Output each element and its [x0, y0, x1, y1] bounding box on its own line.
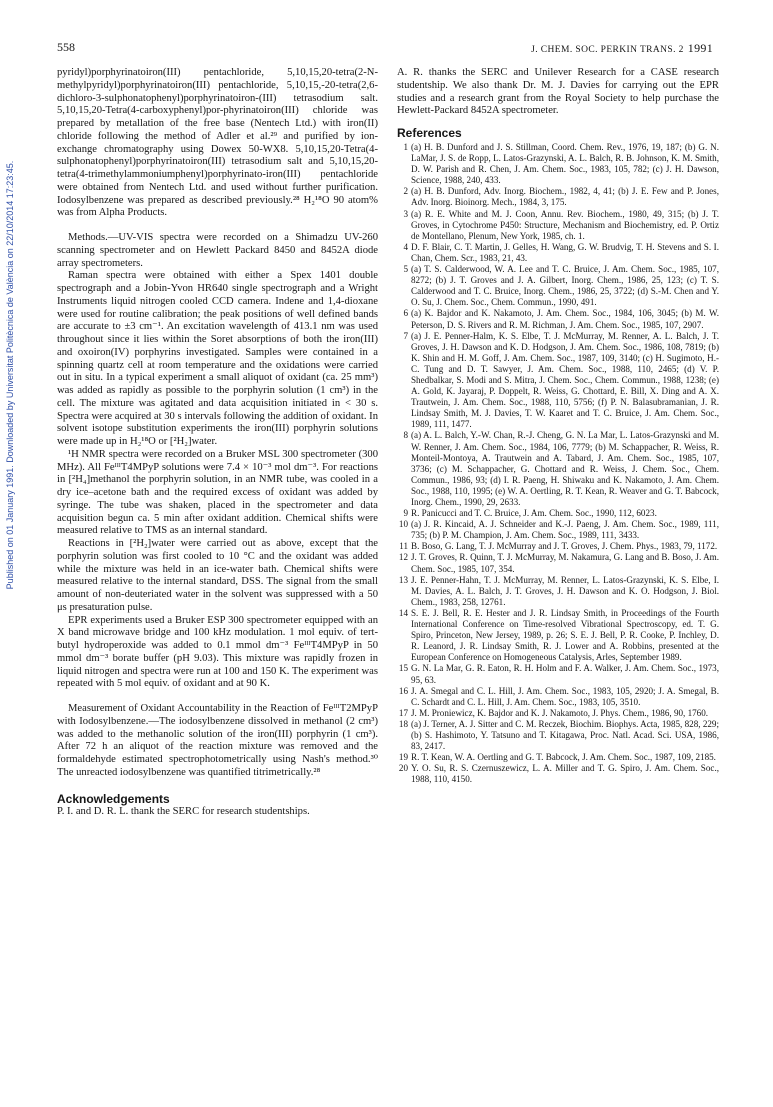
reference-number: 6	[403, 308, 408, 319]
reference-number: 3	[403, 208, 408, 219]
reference-number: 17	[398, 707, 408, 718]
reference-text: G. N. La Mar, G. R. Eaton, R. H. Holm and F. A. Walker, J. Am. Chem. Soc., 1973, 95, 63.	[411, 663, 719, 685]
reference-text: J. E. Penner-Hahn, T. J. McMurray, M. Renner, L. Latos-Grazynski, K. S. Elbe, I. M. Davies, A. L. Balch, J. T. Groves, J. H. Dawson and K. O. Hodgson, J. Biol. Chem., 1983, 258, 12761.	[411, 574, 719, 607]
reference-text: (a) H. B. Dunford, Adv. Inorg. Biochem., 1982, 4, 41; (b) J. E. Few and P. Jones, Adv. Inorg. Bioinorg. Mech., 1984, 3, 175.	[411, 186, 719, 208]
page-number: 558	[57, 40, 75, 54]
journal-name: J. CHEM. SOC. PERKIN TRANS. 2	[531, 45, 684, 55]
reference-number: 20	[398, 763, 408, 774]
reference-item	[397, 663, 719, 685]
journal-running-head	[531, 41, 713, 56]
page-header	[0, 40, 773, 56]
raman-paragraph: Raman spectra were obtained with either a Spex 1401 double spectrograph and a Jobin-Yvon HR640 single spectrograph and a Wright Instruments liquid nitrogen cooled CCD camera. Indene and 1,4-dioxane were used for routine calibration; the peak positions of well defined bands are accurate to ±3 cm⁻¹. An excitation wavelength of 413.1 nm was used throughout since it lies within the Soret absorptions of both the iron(III) and oxoiron(IV) porphyrins investigated. Samples were contained in a spinning quartz cell at room temperature and the oxidations were carried out in situ. In a typical experiment a small aliquot of oxidant (ca. 25 mm³) was added as rapidly as possible to the porphyrin solution (1 cm³) in the cell. The mixture was agitated and data acquisition initiated in < 30 s. Spectra were acquired at 30 s intervals following the addition of oxidant. In solvent isotope substitution experiments the iron(III) porphyrin solutions were made up in H₂¹⁸O or [²H₂]water.	[57, 270, 378, 447]
reference-number: 11	[399, 541, 408, 552]
reference-item	[397, 331, 719, 431]
reference-number: 1	[403, 142, 408, 152]
reference-number: 10	[398, 519, 408, 530]
reference-item	[397, 708, 719, 719]
reference-item	[397, 142, 719, 186]
methods-paragraph: Methods.—UV-VIS spectra were recorded on a Shimadzu UV-260 scanning spectrometer and on Hewlett Packard 8450 and 8452A diode array spectrometers.	[57, 232, 378, 269]
acknowledgements-continued: A. R. thanks the SERC and Unilever Research for a CASE research studentship. We also thank Dr. M. J. Davies for carrying out the EPR studies and a research grant from the Royal Society to help purchase the Hewlett-Packard 8452A spectrometer.	[397, 67, 719, 117]
reference-text: J. A. Smegal and C. L. Hill, J. Am. Chem. Soc., 1983, 105, 2920; J. A. Smegal, B. C. Schardt and C. L. Hill, J. Am. Chem. Soc., 1983, 105, 3510.	[411, 685, 719, 707]
reference-item	[397, 575, 719, 608]
reference-text: J. T. Groves, R. Quinn, T. J. McMurray, M. Nakamura, G. Lang and B. Boso, J. Am. Chem. Soc., 1985, 107, 354.	[411, 552, 719, 574]
reference-item	[397, 430, 719, 508]
reference-item	[397, 541, 719, 552]
reference-item	[397, 752, 719, 763]
reference-item	[397, 608, 719, 663]
reference-text: (a) R. E. White and M. J. Coon, Annu. Rev. Biochem., 1980, 49, 315; (b) J. T. Groves, in Cytochrome P450: Structure, Mechanism and Biochemistry, ed. P. Ortiz de Montellano, Plenum, New York, 1985, ch. 1.	[411, 208, 719, 241]
reference-text: B. Boso, G. Lang, T. J. McMurray and J. T. Groves, J. Chem. Phys., 1983, 79, 1172.	[411, 541, 718, 552]
reference-text: S. E. J. Bell, R. E. Hester and J. R. Lindsay Smith, in Proceedings of the Fourth International Conference on Time-resolved Vibrational Spectroscopy, ed. T. G. Spiro, Princeton, New Jersey, 1989, p. 26; S. E. J. Bell, P. R. Cooke, P. Inchley, D. R. Leanord, J. R. Lindsay Smith, R. J. Lower and A. Robbins, presented at the European Conference on Homogeneous Catalysis, Arles, September 1989.	[411, 607, 719, 663]
reference-item	[397, 186, 719, 208]
nmr-paragraph: ¹H NMR spectra were recorded on a Bruker MSL 300 spectrometer (300 MHz). All FeᴵᴵᴵT4MPyP solutions were 7.4 × 10⁻³ mol dm⁻³. For reactions in [²H₄]methanol the porphyrin solution, in an NMR tube, was cooled in a dry ice–acetone bath and the required excess of oxidant was added by syringe. The tube was shaken, placed in the spectrometer and data acquisition begun ca. 5 min after oxidant addition. Chemical shifts were measured relative to TMS as an internal standard.	[57, 448, 378, 537]
reference-item	[397, 719, 719, 752]
reference-item	[397, 508, 719, 519]
reference-number: 9	[403, 508, 408, 519]
reference-number: 13	[398, 574, 408, 585]
reference-text: R. Panicucci and T. C. Bruice, J. Am. Chem. Soc., 1990, 112, 6023.	[411, 508, 657, 519]
reference-item	[397, 763, 719, 785]
reference-text: (a) K. Bajdor and K. Nakamoto, J. Am. Chem. Soc., 1984, 106, 3045; (b) M. W. Peterson, D. S. Rivers and R. M. Richman, J. Am. Chem. Soc., 1985, 107, 2907.	[411, 308, 719, 330]
reference-text: J. M. Proniewicz, K. Bajdor and K. J. Nakamoto, J. Phys. Chem., 1986, 90, 1760.	[411, 707, 709, 718]
reference-text: R. T. Kean, W. A. Oertling and G. T. Babcock, J. Am. Chem. Soc., 1987, 109, 2185.	[411, 752, 716, 763]
reference-item	[397, 686, 719, 708]
download-watermark	[0, 55, 20, 695]
left-column	[57, 67, 378, 818]
acknowledgements-text: P. I. and D. R. L. thank the SERC for research studentships.	[57, 805, 310, 817]
reference-number: 12	[398, 552, 408, 563]
reference-number: 5	[403, 264, 408, 275]
epr-paragraph: EPR experiments used a Bruker ESP 300 spectrometer equipped with an X band microwave bridge and 100 kHz modulation. 1 mol equiv. of tert-butyl hydroperoxide was added to 0.1 mmol dm⁻³ FeᴵᴵᴵT4MPyP in 50 mmol dm⁻³ borate buffer (pH 9.03). This mixture was rapidly frozen in liquid nitrogen and spectra were run at 100 and 150 K. The experiment was repeated with 5 mol equiv. of oxidant and at 90 K.	[57, 614, 378, 690]
reference-list	[397, 142, 719, 785]
reference-item	[397, 209, 719, 242]
acknowledgements-heading: Acknowledgements	[57, 791, 170, 806]
reference-text: (a) A. L. Balch, Y.-W. Chan, R.-J. Cheng, G. N. La Mar, L. Latos-Grazynski and M. W. Renner, J. Am. Chem. Soc., 1984, 106, 7779; (b) M. Schappacher, R. Weiss, R. Monteil-Montoya, A. Trautwein and A. Tabard, J. Am. Chem. Soc., 1985, 107, 3736; (c) M. Schappacher, G. Chottard and R. Weiss, J. Chem. Soc., Chem. Commun., 1986, 93; (d) I. R. Paeng, H. Shiwaku and K. Nakamoto, J. Am. Chem. Soc., 1988, 110, 1995; (e) W. A. Oertling, R. T. Kean, R. Weaver and G. T. Babcock, Inorg. Chem., 1990, 29, 2633.	[411, 430, 719, 507]
reference-item	[397, 519, 719, 541]
reference-number: 7	[403, 330, 408, 341]
reference-text: (a) T. S. Calderwood, W. A. Lee and T. C. Bruice, J. Am. Chem. Soc., 1985, 107, 8272; (b) J. T. Groves and J. A. Gilbert, Inorg. Chem., 1986, 25, 123; (c) T. S. Calderwood and T. C. Bruice, Inorg. Chem., 1986, 25, 3722; (d) S.-M. Chen and Y. O. Su, J. Chem. Soc., Chem. Commun., 1990, 491.	[411, 264, 719, 308]
journal-year: 1991	[687, 41, 713, 55]
reference-number: 4	[403, 241, 408, 252]
deuterium-water-paragraph: Reactions in [²H₂]water were carried out as above, except that the porphyrin solution was first cooled to 10 °C and the oxidant was added while the mixture was held in an ice-water bath. Chemical shifts were measured relative to the internal standard, DSS. The signal from the small amount of non-deuteriated water in the solvent was suppressed with a 50 μs presaturation pulse.	[57, 538, 378, 613]
reference-text: (a) J. R. Kincaid, A. J. Schneider and K.-J. Paeng, J. Am. Chem. Soc., 1989, 111, 735; (b) P. M. Champion, J. Am. Chem. Soc., 1989, 111, 3433.	[411, 519, 719, 541]
reference-number: 16	[398, 685, 408, 696]
oxidant-accountability-paragraph: Measurement of Oxidant Accountability in the Reaction of FeᴵᴵᴵT2MPyP with Iodosylbenzene.—The iodosylbenzene dissolved in methanol (2 cm³) was added to the methanolic solution of the iron(III) porphyrin (1 cm³). After 72 h an aliquot of the reaction mixture was removed and the formaldehyde estimated spectrophotometrically using Nash's method.³⁰ The unreacted iodosylbenzene was quantified titrimetrically.²⁸	[57, 703, 378, 778]
reference-text: D. F. Blair, C. T. Martin, J. Gelles, H. Wang, G. W. Brudvig, T. H. Stevens and S. I. Chan, Chem. Scr., 1983, 21, 43.	[411, 241, 719, 263]
reference-text: (a) H. B. Dunford and J. S. Stillman, Coord. Chem. Rev., 1976, 19, 187; (b) G. N. LaMar, J. S. de Ropp, L. Latos-Grazynski, A. L. Balch, R. B. Johnson, K. M. Smith, D. W. Parish and R. Chen, J. Am. Chem. Soc., 1983, 105, 782; (c) J. H. Dawson, Science, 1988, 240, 433.	[411, 142, 719, 186]
reference-item	[397, 264, 719, 308]
references-heading: References	[397, 126, 462, 140]
reference-text: (a) J. Terner, A. J. Sitter and C. M. Reczek, Biochim. Biophys. Acta, 1985, 828, 229; (b) S. Hashimoto, Y. Tatsuno and T. Kitagawa, Proc. Natl. Acad. Sci. USA, 1986, 83, 2417.	[411, 718, 719, 752]
download-notice-link[interactable]: Published on 01 January 1991. Downloaded by Universitat Politècnica de València on 22/10/2014 17:23:45.	[5, 160, 15, 590]
reference-item	[397, 242, 719, 264]
reference-item	[397, 308, 719, 330]
right-column	[397, 67, 719, 785]
reference-text: (a) J. E. Penner-Halm, K. S. Elbe, T. J. McMurray, M. Renner, A. L. Balch, J. T. Groves, J. H. Dawson and K. D. Hodgson, J. Am. Chem. Soc., 1986, 108, 7819; (b) K. Shin and H. M. Goff, J. Am. Chem. Soc., 1987, 109, 3140; (c) H. Sugimoto, H.-C. Tung and D. T. Sawyer, J. Am. Chem. Soc., 1988, 110, 2465; (d) V. P. Shedbalkar, S. Modi and S. Mitra, J. Chem. Soc., Chem. Commun., 1988, 1238; (e) A. Gold, K. Jayaraj, P. Doppelt, R. Weiss, G. Chottard, E. Bill, X. Ding and A. X. Trautwein, J. Am. Chem. Soc., 1988, 110, 5756; (f) P. N. Balasubramanian, J. R. Lindsay Smith, M. J. Davies, T. W. Kaaret and T. C. Bruice, J. Am. Chem. Soc., 1989, 111, 1477.	[411, 330, 719, 430]
reference-item	[397, 552, 719, 574]
materials-paragraph: pyridyl)porphyrinatoiron(III) pentachloride, 5,10,15,20-tetra(2-N-methylpyridyl)porphyrinatoiron(III) pentachloride, 5,10,15,-20-tetra(2,6-dichloro-3-sulphonatophenyl)porphyrinatoiron-(III) tetrasodium salt. 5,10,15,20-Tetra(4-carboxyphenyl)por-phyrinatoiron(III) chloride was prepared by metallation of the free base (Nentech Ltd.) with iron(II) chloride following the method of Adler et al.²⁹ and purified by ion-exchange chromatography using Dowex 50-WX8. 5,10,15,20-Tetra(4-sulphonatophenyl)porphyrinatoiron(III) tetrasodium salt and 5,10,15,20-tetra(4-trimethylammoniumphenyl)porphyrinato-iron(III) pentachloride were obtained from Nentech Ltd. and used without further purification. Iodosylbenzene was prepared as described previously.²⁸ H₂¹⁸O 90 atom% was from Alpha Products.	[57, 67, 378, 219]
reference-text: Y. O. Su, R. S. Czernuszewicz, L. A. Miller and T. G. Spiro, J. Am. Chem. Soc., 1988, 110, 4150.	[411, 763, 719, 785]
reference-number: 8	[403, 430, 408, 441]
reference-number: 18	[398, 718, 408, 729]
reference-number: 14	[398, 607, 408, 618]
reference-number: 15	[398, 663, 408, 674]
reference-number: 19	[398, 752, 408, 763]
reference-number: 2	[403, 186, 408, 197]
